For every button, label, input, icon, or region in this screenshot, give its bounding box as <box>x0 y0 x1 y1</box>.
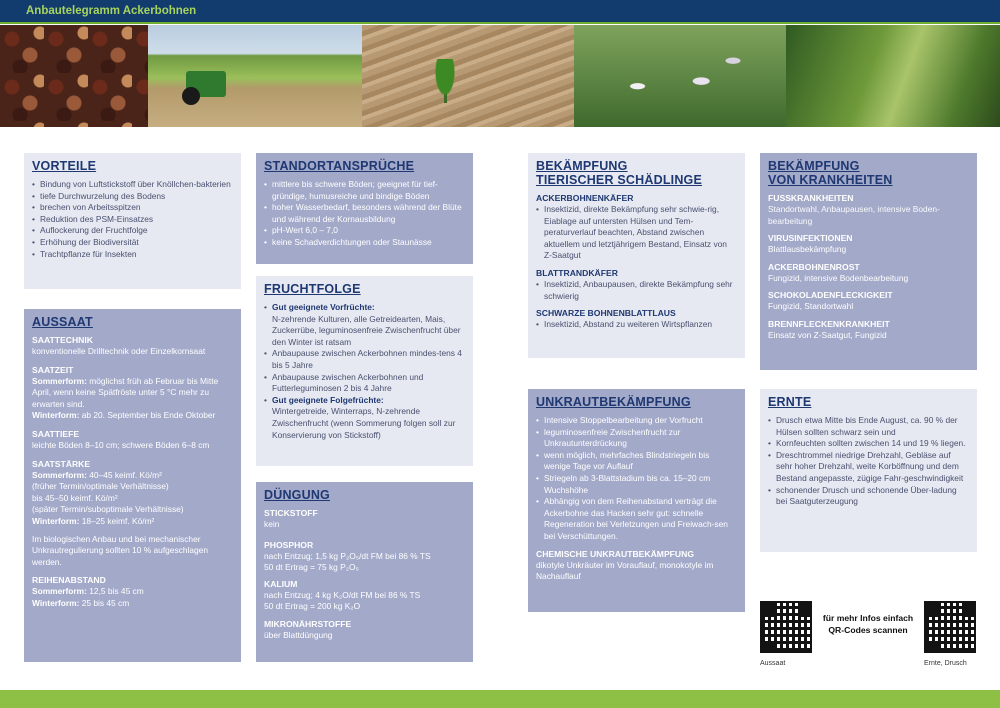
list-item: • hoher Wasserbedarf, besonders während der Blüte und während der Kornausbildung <box>264 202 465 225</box>
saattiefe-heading: SAATTIEFE <box>32 428 80 439</box>
fusskrankheiten-heading: FUSSKRANKHEITEN <box>768 193 854 203</box>
tractor-shape <box>186 71 226 97</box>
list-item: • Abhängig von dem Reihenabstand verträgt die Ackerbohne das Hacken sehr gut: schnelle Regeneration bei Verletzungen und Freiwach-sen bei Verschüttungen. <box>536 496 737 542</box>
unkraut-title: UNKRAUTBEKÄMPFUNG <box>536 395 691 409</box>
bio-text: Im biologischen Anbau und bei mechanischer Unkrautregulierung sollten 10 % aufgeschlagen werden. <box>32 533 208 567</box>
list-item: • Auflockerung der Fruchtfolge <box>32 225 233 237</box>
duengung-title: DÜNGUNG <box>264 488 330 502</box>
schoko-text: Fungizid, Standortwahl <box>768 301 854 312</box>
title-line: VON KRANKHEITEN <box>768 173 893 187</box>
qr-code-ernte[interactable] <box>924 601 976 653</box>
label: Gut geeignete Folgefrüchte: <box>272 394 384 405</box>
saatstaerke-sommer <box>32 470 233 482</box>
saatstaerke-line: bis 45–50 keimf. Kö/m² <box>32 492 118 503</box>
vorteile-title: VORTEILE <box>32 159 97 173</box>
saatstaerke-line: (früher Termin/optimale Verhältnisse) <box>32 481 169 492</box>
label: Winterform: <box>32 515 80 526</box>
aussaat-title: AUSSAAT <box>32 315 93 329</box>
title-line: BEKÄMPFUNG <box>768 159 860 173</box>
text: ab 20. September bis Ende Oktober <box>79 410 216 421</box>
brennflecken-text: Einsatz von Z-Saatgut, Fungizid <box>768 329 887 340</box>
ernte-list <box>768 415 969 508</box>
saatstaerke-line: (später Termin/suboptimale Verhältnisse) <box>32 504 184 515</box>
kalium-heading: KALIUM <box>264 578 298 589</box>
title-line: TIERISCHER SCHÄDLINGE <box>536 173 703 187</box>
rost-text: Fungizid, intensive Bodenbearbeitung <box>768 272 909 283</box>
krankheiten-title <box>768 159 969 187</box>
list-item: • pH-Wert 6,0 – 7,0 <box>264 225 465 237</box>
label: Sommerform: <box>32 375 87 386</box>
virus-heading: VIRUSINFEKTIONEN <box>768 233 853 244</box>
schaedlinge-title <box>536 159 737 187</box>
saattechnik-text: konventionelle Drilltechnik oder Einzelkornsaat <box>32 346 206 356</box>
standort-list <box>264 179 465 249</box>
ernte-title: ERNTE <box>768 395 812 409</box>
fruchtfolge-title: FRUCHTFOLGE <box>264 282 361 296</box>
saattiefe-text: leichte Böden 8–10 cm; schwere Böden 6–8 cm <box>32 439 210 450</box>
footer-bar <box>0 690 1000 708</box>
label: Sommerform: <box>32 469 87 480</box>
stickstoff-heading: STICKSTOFF <box>264 508 318 518</box>
saattechnik-heading: SAATTECHNIK <box>32 335 93 345</box>
rost-heading: ACKERBOHNENROST <box>768 261 860 272</box>
text: 18–25 keimf. Kö/m² <box>79 515 155 526</box>
virus-text: Blattlausbekämpfung <box>768 244 847 255</box>
photo-seedling <box>362 25 574 127</box>
brennflecken-heading: BRENNFLECKENKRANKHEIT <box>768 318 890 329</box>
vorteile-list <box>32 179 233 260</box>
list-item: • mittlere bis schwere Böden; geeignet für tief-gründige, humusreiche und bindige Böden <box>264 179 465 202</box>
fusskrankheiten-text: Standortwahl, Anbaupausen, intensive Boden-bearbeitung <box>768 204 940 226</box>
qr-caption-ernte: Ernte, Drusch <box>924 660 967 667</box>
photo-beans <box>0 25 148 127</box>
list-item: • Trachtpflanze für Insekten <box>32 249 233 261</box>
section-duengung <box>256 482 473 662</box>
list-item: • Reduktion des PSM-Einsatzes <box>32 214 233 226</box>
reihenabstand-winter <box>32 598 233 610</box>
list-item: • Drusch etwa Mitte bis Ende August, ca. 90 % der Hülsen sollten schwarz sein und <box>768 415 969 438</box>
list-item: • wenn möglich, mehrfaches Blindstriegeln bis wenige Tage vor Auflauf <box>536 450 737 473</box>
list-item: • Anbaupause zwischen Ackerbohnen mindes-tens 4 bis 5 Jahre <box>264 348 465 371</box>
list-item: • brechen von Arbeitsspitzen <box>32 202 233 214</box>
ackerbohnenkaefer-list <box>536 204 737 262</box>
list-item: • Kornfeuchten sollten zwischen 14 und 19 % liegen. <box>768 438 969 450</box>
qr-code-aussaat[interactable] <box>760 601 812 653</box>
section-aussaat <box>24 309 241 662</box>
stickstoff-text: kein <box>264 519 280 529</box>
list-item: • Insektizid, Anbaupausen, direkte Bekämpfung sehr schwierig <box>536 279 737 302</box>
fruchtfolge-list <box>264 302 465 441</box>
label: Gut geeignete Vorfrüchte: <box>272 302 375 312</box>
photo-flowers <box>574 25 786 127</box>
saatzeit-winter <box>32 410 233 422</box>
reihenabstand-sommer <box>32 586 233 598</box>
list-item: • Insektizid, direkte Bekämpfung sehr schwie-rig, Eiablage auf untersten Hülsen und Tem-peraturverlauf beachten, Abstand zwischen aktuellem und letztjährigem Bestand, Einsatz von Z-Saatgut <box>536 204 737 262</box>
document-title: Anbautelegramm Ackerbohnen <box>26 5 197 17</box>
text: möglichst früh ab Februar bis Mitte April, wenn keine Spätfröste unter 5 °C mehr zu erwarten sind. <box>32 375 219 409</box>
text: Wintergetreide, Winterraps, N-zehrende Zwischenfrucht (wenn Sommerung folgen soll zur Konservierung von Stickstoff) <box>272 406 456 440</box>
text: 40–45 keimf. Kö/m² <box>86 469 162 480</box>
section-ernte <box>760 389 977 552</box>
list-item: • schonender Drusch und schonende Über-ladung bei Saatguterzeugung <box>768 485 969 508</box>
phosphor-text: 50 dt Ertrag = 75 kg P₂O₅ <box>264 562 359 573</box>
bohnenblattlaus-list <box>536 319 737 331</box>
list-item: • Anbaupause zwischen Ackerbohnen und Futterleguminosen 2 bis 4 Jahre <box>264 372 465 395</box>
standort-title: STANDORTANSPRÜCHE <box>264 159 415 173</box>
list-item: • keine Schadverdichtungen oder Staunässe <box>264 237 465 249</box>
saatzeit-sommer <box>32 376 233 411</box>
section-schaedlinge <box>528 153 745 358</box>
qr-caption-aussaat: Aussaat <box>760 660 786 667</box>
saatstaerke-winter <box>32 516 233 528</box>
list-item <box>264 302 465 348</box>
list-item: • tiefe Durchwurzelung des Bodens <box>32 191 233 203</box>
label: Sommerform: <box>32 586 87 597</box>
photo-pods <box>786 25 1000 127</box>
mikro-text: über Blattdüngung <box>264 629 333 640</box>
list-item: • Insektizid, Abstand zu weiteren Wirtspflanzen <box>536 319 737 331</box>
kalium-text: 50 dt Ertrag = 200 kg K₂O <box>264 601 361 612</box>
section-krankheiten <box>760 153 977 370</box>
blattrandkaefer-heading: BLATTRANDKÄFER <box>536 267 618 278</box>
section-standort <box>256 153 473 264</box>
phosphor-text: nach Entzug; 1,5 kg P₂O₅/dt FM bei 86 % TS <box>264 550 431 561</box>
list-item: • Erhöhung der Biodiversität <box>32 237 233 249</box>
photo-tractor-field <box>148 25 362 127</box>
saatstaerke-heading: SAATSTÄRKE <box>32 458 91 469</box>
list-item: • Striegeln ab 3-Blattstadium bis ca. 15–20 cm Wuchshöhe <box>536 473 737 496</box>
label: Winterform: <box>32 410 80 421</box>
list-item: • Dreschtrommel niedrige Drehzahl, Gebläse auf sehr hoher Drehzahl, weite Korböffnung und dem Bestand angepasste, zügige Fahr-geschwindigkeit <box>768 450 969 485</box>
text: 12,5 bis 45 cm <box>86 586 144 597</box>
saatzeit-heading: SAATZEIT <box>32 364 74 375</box>
text: 25 bis 45 cm <box>79 597 130 608</box>
list-item: • leguminosenfreie Zwischenfrucht zur Unkrautunterdrückung <box>536 427 737 450</box>
text: N-zehrende Kulturen, alle Getreidearten, Mais, Zuckerrübe, leguminosenfreie Zwischenfrucht über den Winter ist ratsam <box>272 313 461 347</box>
bohnenblattlaus-heading: SCHWARZE BOHNENBLATTLAUS <box>536 308 676 319</box>
ackerbohnenkaefer-heading: ACKERBOHNENKÄFER <box>536 193 634 203</box>
chemisch-text: dikotyle Unkräuter im Vorauflauf, monokotyle im Nachauflauf <box>536 559 714 582</box>
label: Winterform: <box>32 597 80 608</box>
list-item <box>264 395 465 441</box>
seedling-shape <box>432 59 458 103</box>
section-unkraut <box>528 389 745 612</box>
mikro-heading: MIKRONÄHRSTOFFE <box>264 618 352 629</box>
schoko-heading: SCHOKOLADENFLECKIGKEIT <box>768 290 893 301</box>
title-line: BEKÄMPFUNG <box>536 159 628 173</box>
list-item: • Intensive Stoppelbearbeitung der Vorfrucht <box>536 415 737 427</box>
phosphor-heading: PHOSPHOR <box>264 539 314 550</box>
header-bar <box>0 0 1000 24</box>
kalium-text: nach Entzug; 4 kg K₂O/dt FM bei 86 % TS <box>264 589 421 600</box>
reihenabstand-heading: REIHENABSTAND <box>32 575 106 586</box>
blattrandkaefer-list <box>536 279 737 302</box>
chemisch-heading: CHEMISCHE UNKRAUTBEKÄMPFUNG <box>536 548 695 559</box>
qr-info-text: für mehr Infos einfach QR-Codes scannen <box>822 613 914 635</box>
section-fruchtfolge <box>256 276 473 466</box>
section-vorteile <box>24 153 241 289</box>
list-item: • Bindung von Luftstickstoff über Knöllchen-bakterien <box>32 179 233 191</box>
unkraut-list <box>536 415 737 543</box>
photo-strip <box>0 25 1000 127</box>
